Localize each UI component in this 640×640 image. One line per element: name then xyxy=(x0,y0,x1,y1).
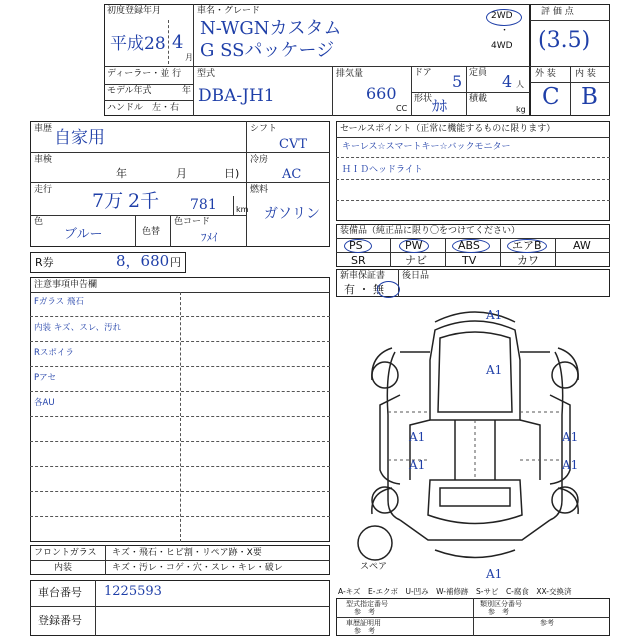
drive-4wd: 4WD xyxy=(491,41,513,51)
fuel-value: ガソリン xyxy=(264,206,320,222)
car-name: N-WGNカスタム xyxy=(200,18,342,39)
after-item-label: 後日品 xyxy=(402,271,430,281)
equip-abs: ABS xyxy=(458,239,480,252)
damage-mark-roof: A1 xyxy=(486,363,503,377)
note-3: Rスポイラ xyxy=(34,348,74,358)
shape-label: 形状 xyxy=(414,94,433,104)
equip-airbag: エアB xyxy=(512,239,542,252)
notes-label: 注意事項申告欄 xyxy=(34,280,98,290)
interior-cond-value: キズ・汚レ・コゲ・穴・スレ・キレ・破レ xyxy=(112,563,283,573)
reference-label: 参考 xyxy=(540,619,554,627)
shift-value: CVT xyxy=(279,137,308,152)
recycle-fee-unit: 円 xyxy=(170,256,181,269)
car-name-label: 車名・グレード xyxy=(197,6,261,16)
first-reg-month: 4 xyxy=(172,32,184,53)
type-label: 型式 xyxy=(197,69,216,79)
recycle-fee-value: 8，680 xyxy=(116,252,170,270)
load-unit: kg xyxy=(516,105,526,114)
interior-color-label: 色替 xyxy=(142,227,161,237)
note-2: 内装 キズ、スレ、汚れ xyxy=(34,323,122,333)
warranty-value: 有 ・ 無 xyxy=(344,283,384,296)
interior-grade: B xyxy=(581,84,598,110)
type-cert-label: 型式指定番号 xyxy=(346,600,388,608)
month-unit: 月 xyxy=(185,53,193,62)
history-cert-label: 車歴証明用 xyxy=(346,619,381,627)
damage-mark-rear: A1 xyxy=(486,567,503,581)
interior-cond-label: 内装 xyxy=(54,563,73,573)
type-value: DBA-JH1 xyxy=(198,86,275,106)
displacement-value: 660 xyxy=(366,84,397,103)
handle-label: ハンドル 左・右 xyxy=(107,103,180,113)
color-label: 色 xyxy=(34,217,44,227)
history-label: 車歴 xyxy=(34,124,53,134)
inspection-year-unit: 年 xyxy=(116,167,127,180)
exterior-label: 外 装 xyxy=(535,69,556,79)
model-year-unit: 年 xyxy=(182,86,192,96)
first-reg-era: 平成28 xyxy=(110,34,166,54)
windshield-value: キズ・飛石・ヒビ割・リペア跡・X要 xyxy=(112,548,262,558)
selling-points-label: セールスポイント（正常に機能するものに限ります） xyxy=(340,124,556,134)
shift-label: シフト xyxy=(250,124,278,134)
equipment-label: 装備品（純正品に限り〇をつけてください） xyxy=(340,226,521,236)
note-4: Pアセ xyxy=(34,373,57,383)
category-label: 類別区分番号 xyxy=(480,600,522,608)
car-grade: G SSパッケージ xyxy=(200,40,335,61)
equip-ps: PS xyxy=(349,239,363,252)
rating-label: 評 価 点 xyxy=(541,7,574,17)
ac-value: AC xyxy=(282,167,302,182)
warranty-none-circle xyxy=(377,281,400,298)
selling-point-1: キーレス☆スマートキー☆バックモニター xyxy=(342,142,511,152)
color-code-label: 色コード xyxy=(174,217,211,227)
load-label: 積載 xyxy=(469,94,488,104)
note-1: Fガラス 飛石 xyxy=(34,297,84,307)
history-value: 自家用 xyxy=(54,128,105,148)
damage-mark-left-rear-door: A1 xyxy=(409,458,426,472)
mileage-km-unit: km xyxy=(236,205,249,214)
capacity-value: 4 xyxy=(502,72,513,91)
recycle-fee-label: R券 xyxy=(35,256,54,269)
equip-leather: カワ xyxy=(517,254,539,267)
inspection-month-unit: 月 xyxy=(176,167,187,180)
capacity-unit: 人 xyxy=(516,80,524,89)
equip-pw: PW xyxy=(405,239,423,252)
damage-mark-right-front-door: A1 xyxy=(562,430,579,444)
model-year-label: モデル年式 xyxy=(107,86,152,96)
equip-tv: TV xyxy=(462,254,477,267)
damage-mark-right-rear-door: A1 xyxy=(562,458,579,472)
damage-mark-front: A1 xyxy=(486,308,503,322)
door-label: ドア xyxy=(414,68,432,78)
displacement-label: 排気量 xyxy=(336,69,364,79)
fuel-label: 燃料 xyxy=(250,185,269,195)
ac-label: 冷房 xyxy=(250,155,269,165)
chassis-number: 1225593 xyxy=(104,584,162,599)
selling-point-2: ＨＩＤヘッドライト xyxy=(342,165,423,175)
drive-2wd: 2WD xyxy=(491,11,513,21)
equip-sr: SR xyxy=(351,254,366,267)
damage-mark-left-front-door: A1 xyxy=(409,430,426,444)
windshield-label: フロントガラス xyxy=(34,548,97,558)
note-5: 各AU xyxy=(34,398,55,408)
mileage-label: 走行 xyxy=(34,185,53,195)
damage-legend: A-キズ E-エクボ U-凹み W-補修跡 S-サビ C-腐食 XX-交換済 xyxy=(338,587,572,596)
chassis-label: 車台番号 xyxy=(38,586,82,599)
drive-dot: ・ xyxy=(500,26,510,36)
spare-label: スペア xyxy=(360,562,388,572)
mileage-thousands: 2千 xyxy=(128,190,160,212)
type-cert-ref: 参 考 xyxy=(354,608,375,616)
shape-value: ｶﾎ xyxy=(432,97,448,115)
category-ref: 参 考 xyxy=(488,608,509,616)
rating-score: (3.5) xyxy=(538,28,591,53)
color-code-value: ﾌﾒｲ xyxy=(201,231,218,244)
capacity-label: 定員 xyxy=(469,68,488,78)
inspection-label: 車検 xyxy=(34,155,53,165)
mileage-ten-thousands: 7万 xyxy=(92,190,124,212)
exterior-grade: C xyxy=(542,84,560,110)
mileage-units: 781 xyxy=(190,197,217,213)
warranty-label: 新車保証書 xyxy=(340,271,386,281)
interior-label: 内 装 xyxy=(575,69,596,79)
first-reg-label: 初度登録年月 xyxy=(107,6,162,16)
dealer-label: ディーラー・並 行 xyxy=(107,69,182,79)
displacement-unit: CC xyxy=(396,104,408,113)
reg-number-label: 登録番号 xyxy=(38,614,82,627)
door-value: 5 xyxy=(452,72,463,91)
equip-aw: AW xyxy=(573,239,591,252)
equip-navi: ナビ xyxy=(405,254,427,267)
inspection-day-unit: 日) xyxy=(224,167,240,180)
color-value: ブルー xyxy=(64,227,103,242)
history-cert-ref: 参 考 xyxy=(354,627,375,635)
